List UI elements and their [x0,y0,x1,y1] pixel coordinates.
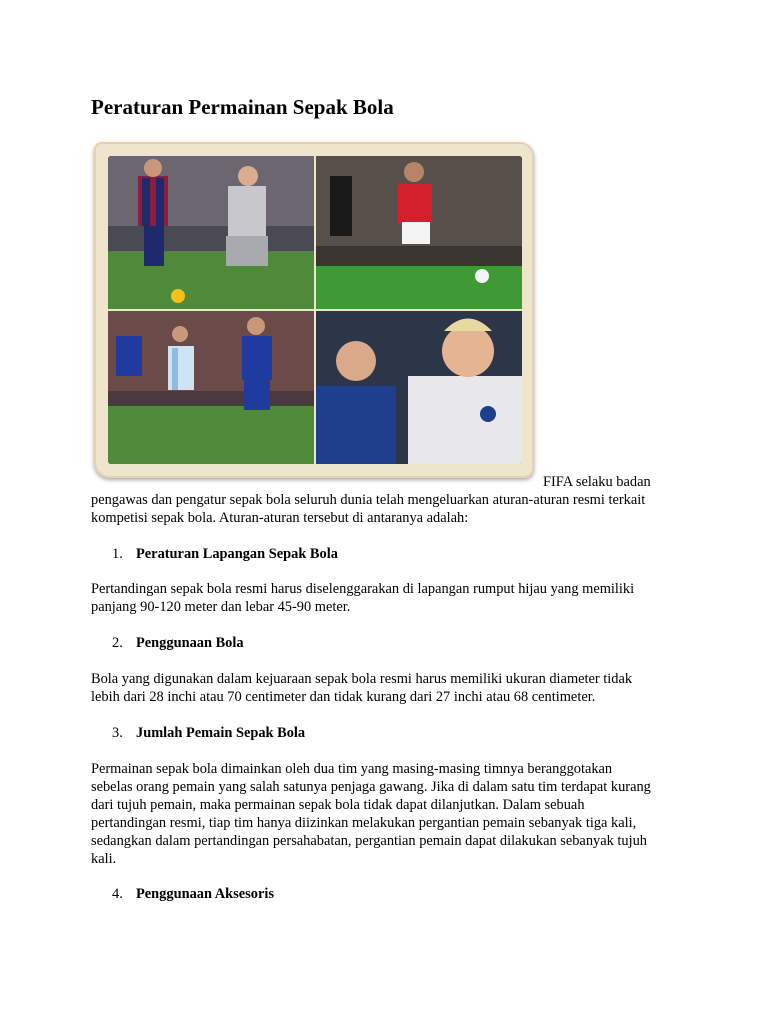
section-3-text-line4: pertandingan resmi, tiap tim hanya diizinkan melakukan pergantian pemain sebanyak tiga kali, [91,815,637,831]
section-3-text-line2: sebelas orang pemain yang salah satunya penjaga gawang. Jika di dalam satu tim terdapat kurang [91,779,651,795]
section-3-text-line1: Permainan sepak bola dimainkan oleh dua tim yang masing-masing timnya beranggotakan [91,761,613,777]
section-1-text-line2: panjang 90-120 meter dan lebar 45-90 meter. [91,599,351,615]
collage-photo-area [108,156,522,464]
section-3-text-line5: sedangkan dalam pertandingan persahabatan, pergantian pemain dapat dilakukan sebanyak tujuh [91,833,647,849]
section-number: 1. [112,546,123,562]
section-3-text-line6: kali. [91,851,117,867]
section-heading-2 [112,634,244,652]
page-title: Peraturan Permainan Sepak Bola [91,95,394,119]
section-heading-3 [112,724,305,742]
section-2-text-line2: lebih dari 28 inchi atau 70 centimeter dan tidak kurang dari 27 inchi atau 68 centimeter. [91,689,596,705]
intro-text-line3: kompetisi sepak bola. Aturan-aturan tersebut di antaranya adalah: [91,510,469,526]
section-title: Peraturan Lapangan Sepak Bola [136,546,338,562]
section-2-text-line1: Bola yang digunakan dalam kejuaraan sepak bola resmi harus memiliki ukuran diameter tidak [91,671,633,687]
section-heading-4 [112,885,274,903]
section-number: 3. [112,725,123,741]
intro-text-line2: pengawas dan pengatur sepak bola seluruh dunia telah mengeluarkan aturan-aturan resmi terkait [91,492,646,508]
section-heading-1 [112,545,338,563]
section-title: Penggunaan Bola [136,635,244,651]
section-number: 4. [112,886,123,902]
section-number: 2. [112,635,123,651]
section-title: Jumlah Pemain Sepak Bola [136,725,306,741]
collage-illustration [108,156,522,464]
football-collage-image [94,142,534,478]
section-3-text-line3: dari tujuh pemain, maka permainan sepak bola tidak dapat dilanjutkan. Dalam sebuah [91,797,585,813]
section-1-text-line1: Pertandingan sepak bola resmi harus diselenggarakan di lapangan rumput hijau yang memiliki [91,581,635,597]
intro-text-line1: FIFA selaku badan [543,474,651,490]
section-title: Penggunaan Aksesoris [136,886,274,902]
